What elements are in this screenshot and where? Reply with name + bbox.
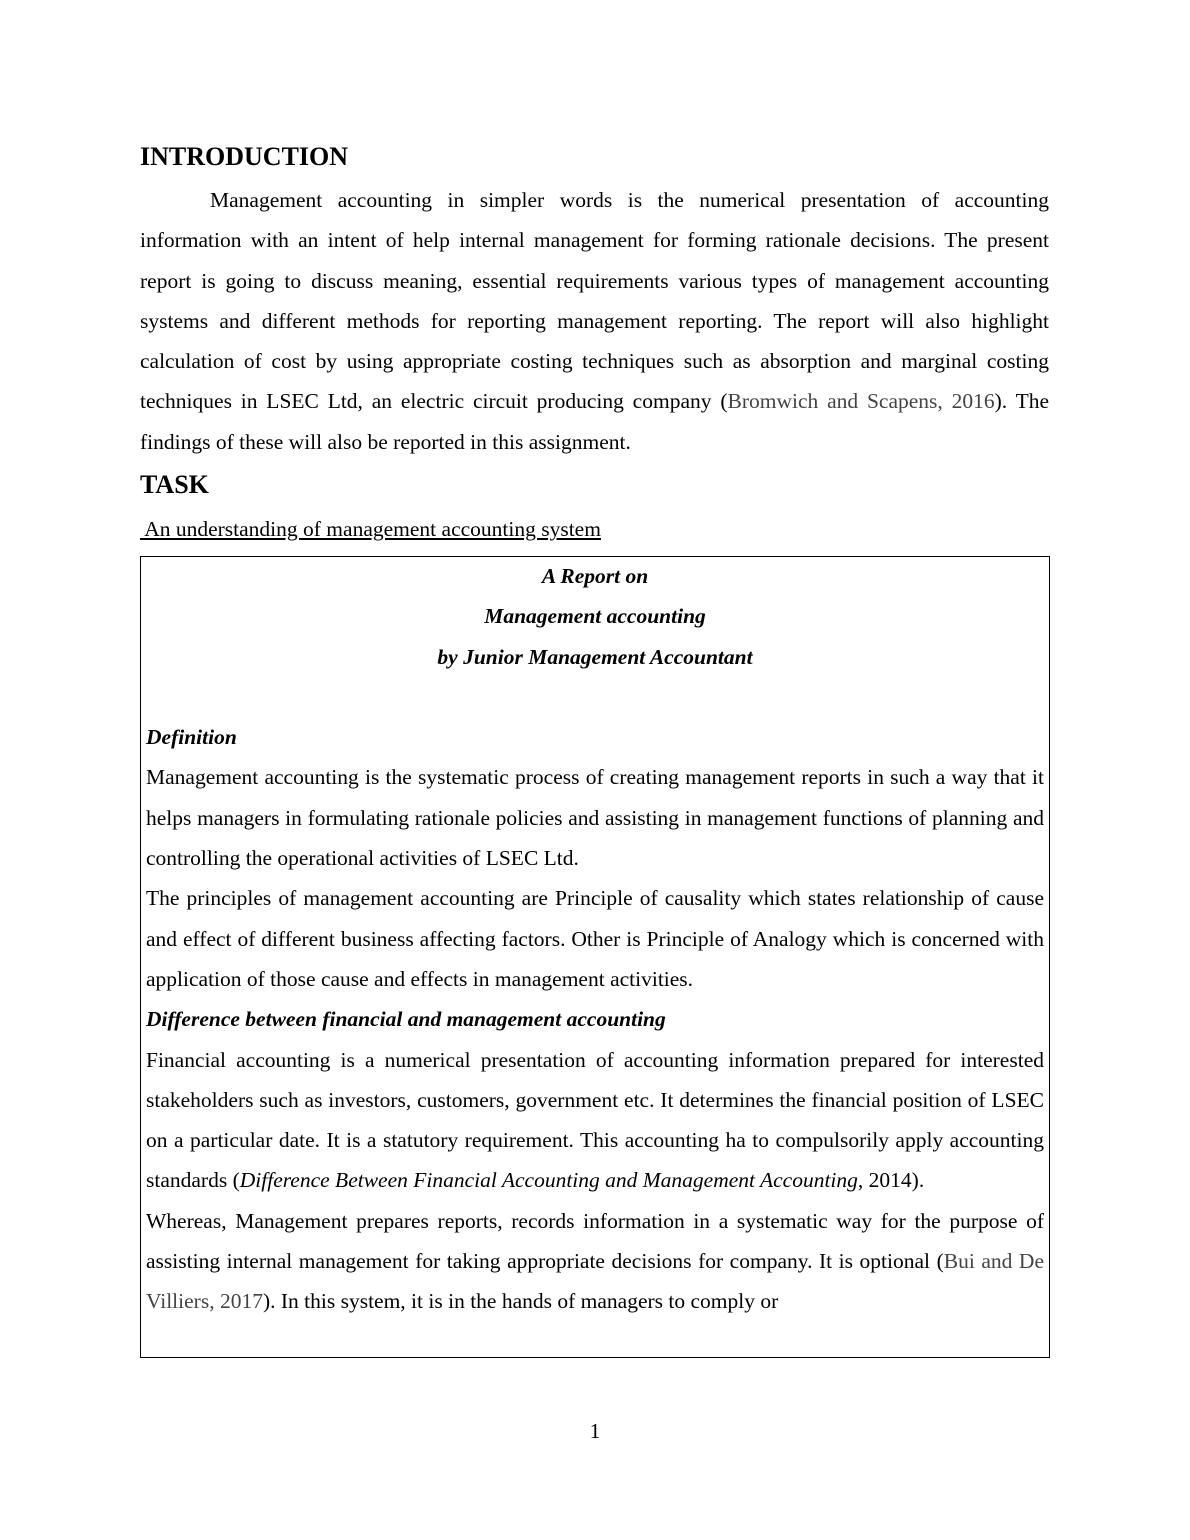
report-content — [146, 557, 1044, 1322]
introduction-heading: INTRODUCTION — [140, 142, 349, 171]
intro-text: Management accounting in simpler words is the numerical presentation of accounting information with an intent of help internal management for forming rationale decisions. The present report is going to discuss meaning, essential requirements various types of management accounting systems and different methods for reporting management reporting. The report will also highlight calculation of cost by using appropriate costing techniques such as absorption and marginal costing techniques in LSEC Ltd, an electric circuit producing company ( — [140, 188, 1049, 414]
financial-text: Financial accounting is a numerical presentation of accounting information prepared for interested stakeholders such as investors, customers, government etc. It determines the financial position of LSEC on a particular date. It is a statutory requirement. This accounting ha to compulsorily apply accounting standards ( — [146, 1047, 1044, 1193]
task-heading: TASK — [140, 470, 209, 499]
definition-heading: Definition — [146, 725, 237, 750]
page-number: 1 — [589, 1419, 601, 1443]
difference-heading: Difference between financial and management accounting — [146, 1007, 666, 1032]
intro-text-end: ). The findings of these will also be reported in this assignment. — [140, 389, 1049, 454]
financial-accounting-paragraph — [146, 1040, 1044, 1201]
intro-citation: Bromwich and Scapens, 2016 — [727, 389, 995, 414]
report-title-line3: by Junior Management Accountant — [437, 644, 753, 669]
introduction-paragraph — [140, 180, 1049, 462]
definition-paragraph-2: The principles of management accounting are Principle of causality which states relationship of cause and effect of different business affecting factors. Other is Principle of Analogy which is concerned with application of those cause and effects in management activities. — [146, 886, 1044, 991]
management-text: Whereas, Management prepares reports, records information in a systematic way for the purpose of assisting internal management for taking appropriate decisions for company. It is optional ( — [146, 1208, 1044, 1274]
financial-citation-title: Difference Between Financial Accounting and Management Accounting — [239, 1168, 858, 1193]
definition-paragraph-1: Management accounting is the systematic process of creating management reports in such a way that it helps managers in formulating rationale policies and assisting in management functions of planning and controlling the operational activities of LSEC Ltd. — [146, 765, 1044, 871]
blank-line — [146, 677, 1044, 717]
financial-citation-year: , 2014). — [857, 1168, 925, 1193]
management-text-end: ). In this system, it is in the hands of managers to comply or — [262, 1289, 779, 1314]
management-accounting-paragraph — [146, 1201, 1044, 1322]
management-citation: Bui and De Villiers, 2017 — [146, 1249, 1044, 1314]
report-box — [140, 556, 1050, 1358]
task-subheading: An understanding of management accounting system — [140, 517, 601, 541]
report-title-line1: A Report on — [541, 564, 649, 588]
report-title-line2: Management accounting — [484, 604, 706, 629]
